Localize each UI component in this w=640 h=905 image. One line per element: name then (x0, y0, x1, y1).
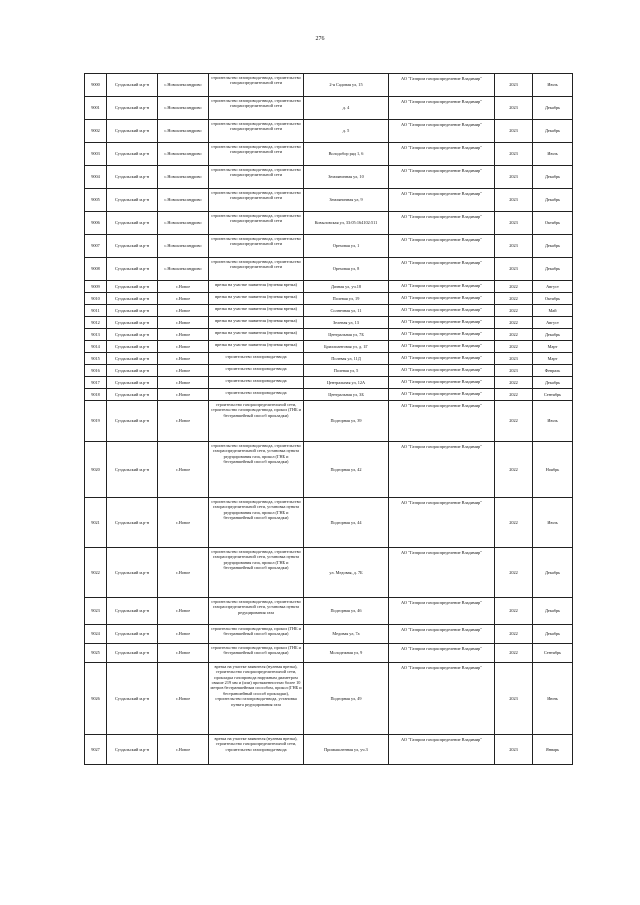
district-cell: Суздальский м.р-н (107, 317, 158, 329)
month-cell: Сентябрь (533, 389, 573, 401)
year-cell: 2023 (495, 258, 533, 281)
address-cell: Земляничная ул, 10 (304, 166, 389, 189)
organization-cell: АО "Газпром газораспределение Владимир" (389, 735, 495, 765)
district-cell: Суздальский м.р-н (107, 735, 158, 765)
row-number: 9016 (85, 365, 107, 377)
table-row (85, 625, 573, 644)
month-cell: Ноябрь (533, 442, 573, 498)
district-cell: Суздальский м.р-н (107, 329, 158, 341)
locality-cell: с.Новое (158, 317, 209, 329)
work-type-cell: строительство газопровода-ввода, строительство газораспределительной сети (209, 189, 304, 212)
address-cell: Ореховая ул, 8 (304, 258, 389, 281)
locality-cell: с.Новое (158, 498, 209, 548)
table-row (85, 74, 573, 97)
locality-cell: с.Новое (158, 281, 209, 293)
district-cell: Суздальский м.р-н (107, 442, 158, 498)
address-cell: Земляничная ул, 9 (304, 189, 389, 212)
month-cell: Декабрь (533, 377, 573, 389)
year-cell: 2022 (495, 281, 533, 293)
table-row (85, 212, 573, 235)
address-cell: д. 4 (304, 97, 389, 120)
work-type-cell: врезка на участке заявителя (нулевая врезка) (209, 341, 304, 353)
organization-cell: АО "Газпром газораспределение Владимир" (389, 189, 495, 212)
month-cell: Январь (533, 735, 573, 765)
gasification-table (84, 73, 573, 765)
table-row (85, 305, 573, 317)
row-number: 9010 (85, 293, 107, 305)
address-cell: Подгорная ул, 46 (304, 598, 389, 625)
table-row (85, 189, 573, 212)
address-cell: Ковыловская ул, 33:05:164102:511 (304, 212, 389, 235)
year-cell: 2022 (495, 329, 533, 341)
month-cell: Февраль (533, 365, 573, 377)
work-type-cell: строительство газопровода-ввода, строительство газораспределительной сети (209, 235, 304, 258)
work-type-cell: строительство газопровода-ввода, строительство газораспределительной сети (209, 74, 304, 97)
year-cell: 2022 (495, 598, 533, 625)
address-cell: Центральная ул, 12А (304, 377, 389, 389)
work-type-cell: врезка на участке заявителя (нулевая врезка) (209, 281, 304, 293)
table-row (85, 735, 573, 765)
address-cell: ул. Медовая, д. 7Б (304, 548, 389, 598)
year-cell: 2023 (495, 663, 533, 735)
year-cell: 2023 (495, 189, 533, 212)
district-cell: Суздальский м.р-н (107, 353, 158, 365)
district-cell: Суздальский м.р-н (107, 548, 158, 598)
month-cell: Декабрь (533, 166, 573, 189)
row-number: 9006 (85, 212, 107, 235)
locality-cell: с.Новоалександрово (158, 235, 209, 258)
district-cell: Суздальский м.р-н (107, 258, 158, 281)
work-type-cell: строительство газопровода-ввода, прокол (ГНБ и бестраншейный способ прокладки) (209, 644, 304, 663)
table-row (85, 365, 573, 377)
month-cell: Декабрь (533, 329, 573, 341)
organization-cell: АО "Газпром газораспределение Владимир" (389, 365, 495, 377)
organization-cell: АО "Газпром газораспределение Владимир" (389, 498, 495, 548)
district-cell: Суздальский м.р-н (107, 120, 158, 143)
row-number: 9018 (85, 389, 107, 401)
year-cell: 2023 (495, 74, 533, 97)
district-cell: Суздальский м.р-н (107, 235, 158, 258)
work-type-cell: врезка на участке заявителя (нулевая врезка) (209, 329, 304, 341)
address-cell: Полевая ул, 11Д (304, 353, 389, 365)
table-row (85, 598, 573, 625)
district-cell: Суздальский м.р-н (107, 644, 158, 663)
district-cell: Суздальский м.р-н (107, 625, 158, 644)
locality-cell: с.Новоалександрово (158, 143, 209, 166)
month-cell: Октябрь (533, 212, 573, 235)
row-number: 9001 (85, 97, 107, 120)
page-number: 276 (315, 36, 325, 42)
work-type-cell: строительство газопровода-ввода, строительство газораспределительной сети (209, 97, 304, 120)
row-number: 9019 (85, 401, 107, 442)
locality-cell: с.Новое (158, 625, 209, 644)
table-row (85, 258, 573, 281)
row-number: 9015 (85, 353, 107, 365)
work-type-cell: строительство газопровода-ввода, строительство газораспределительной сети (209, 212, 304, 235)
month-cell: Март (533, 341, 573, 353)
table-body (85, 74, 573, 765)
address-cell: Центральная ул, 7Б (304, 329, 389, 341)
address-cell: Полевая ул, 19 (304, 293, 389, 305)
month-cell: Июль (533, 74, 573, 97)
month-cell: Март (533, 353, 573, 365)
locality-cell: с.Новое (158, 353, 209, 365)
address-cell: Солнечная ул, 11 (304, 305, 389, 317)
locality-cell: с.Новое (158, 341, 209, 353)
table-row (85, 120, 573, 143)
organization-cell: АО "Газпром газораспределение Владимир" (389, 212, 495, 235)
locality-cell: с.Новоалександрово (158, 258, 209, 281)
locality-cell: с.Новоалександрово (158, 120, 209, 143)
organization-cell: АО "Газпром газораспределение Владимир" (389, 120, 495, 143)
district-cell: Суздальский м.р-н (107, 341, 158, 353)
table-row (85, 281, 573, 293)
organization-cell: АО "Газпром газораспределение Владимир" (389, 305, 495, 317)
table-row (85, 329, 573, 341)
year-cell: 2022 (495, 389, 533, 401)
table-row (85, 341, 573, 353)
work-type-cell: строительство газопровода-ввода, строительство газораспределительной сети (209, 120, 304, 143)
district-cell: Суздальский м.р-н (107, 598, 158, 625)
month-cell: Декабрь (533, 235, 573, 258)
row-number: 9012 (85, 317, 107, 329)
table-row (85, 293, 573, 305)
work-type-cell: строительство газопровода-ввода (209, 365, 304, 377)
year-cell: 2022 (495, 401, 533, 442)
row-number: 9023 (85, 598, 107, 625)
district-cell: Суздальский м.р-н (107, 365, 158, 377)
table-row (85, 97, 573, 120)
organization-cell: АО "Газпром газораспределение Владимир" (389, 281, 495, 293)
row-number: 9000 (85, 74, 107, 97)
year-cell: 2023 (495, 212, 533, 235)
year-cell: 2022 (495, 305, 533, 317)
row-number: 9014 (85, 341, 107, 353)
address-cell: Володобор ряд 1, 6 (304, 143, 389, 166)
locality-cell: с.Новоалександрово (158, 74, 209, 97)
row-number: 9027 (85, 735, 107, 765)
work-type-cell: строительство газопровода-ввода (209, 377, 304, 389)
organization-cell: АО "Газпром газораспределение Владимир" (389, 644, 495, 663)
district-cell: Суздальский м.р-н (107, 663, 158, 735)
table-row (85, 389, 573, 401)
district-cell: Суздальский м.р-н (107, 166, 158, 189)
year-cell: 2022 (495, 548, 533, 598)
locality-cell: с.Новоалександрово (158, 166, 209, 189)
row-number: 9004 (85, 166, 107, 189)
row-number: 9022 (85, 548, 107, 598)
year-cell: 2022 (495, 317, 533, 329)
month-cell: Сентябрь (533, 644, 573, 663)
organization-cell: АО "Газпром газораспределение Владимир" (389, 625, 495, 644)
row-number: 9024 (85, 625, 107, 644)
organization-cell: АО "Газпром газораспределение Владимир" (389, 401, 495, 442)
locality-cell: с.Новое (158, 663, 209, 735)
work-type-cell: строительство газораспределительной сети, строительство газопровода-ввода, прокол (ГНБ и бестраншейный способ прокладки) (209, 401, 304, 442)
address-cell: д. 5 (304, 120, 389, 143)
work-type-cell: строительство газопровода-ввода, строительство газораспределительной сети, установка пункта редуцирования газа (209, 598, 304, 625)
district-cell: Суздальский м.р-н (107, 377, 158, 389)
organization-cell: АО "Газпром газораспределение Владимир" (389, 317, 495, 329)
locality-cell: с.Новоалександрово (158, 97, 209, 120)
organization-cell: АО "Газпром газораспределение Владимир" (389, 663, 495, 735)
locality-cell: с.Новое (158, 598, 209, 625)
month-cell: Май (533, 305, 573, 317)
row-number: 9005 (85, 189, 107, 212)
year-cell: 2022 (495, 442, 533, 498)
organization-cell: АО "Газпром газораспределение Владимир" (389, 293, 495, 305)
month-cell: Июнь (533, 663, 573, 735)
table-row (85, 377, 573, 389)
address-cell: Медовая ул, 7а (304, 625, 389, 644)
work-type-cell: строительство газопровода-ввода, строительство газораспределительной сети (209, 258, 304, 281)
address-cell: Бриллиантовая ул, д. 1Г (304, 341, 389, 353)
locality-cell: с.Новое (158, 305, 209, 317)
month-cell: Декабрь (533, 625, 573, 644)
organization-cell: АО "Газпром газораспределение Владимир" (389, 377, 495, 389)
month-cell: Декабрь (533, 548, 573, 598)
address-cell: Зеленая ул, 13 (304, 317, 389, 329)
locality-cell: с.Новое (158, 401, 209, 442)
address-cell: Подгорная ул, 44 (304, 498, 389, 548)
year-cell: 2023 (495, 235, 533, 258)
address-cell: Дачная ул, уч.18 (304, 281, 389, 293)
row-number: 9013 (85, 329, 107, 341)
row-number: 9008 (85, 258, 107, 281)
work-type-cell: строительство газопровода-ввода, строительство газораспределительной сети (209, 166, 304, 189)
organization-cell: АО "Газпром газораспределение Владимир" (389, 442, 495, 498)
month-cell: Август (533, 281, 573, 293)
year-cell: 2023 (495, 120, 533, 143)
organization-cell: АО "Газпром газораспределение Владимир" (389, 166, 495, 189)
row-number: 9011 (85, 305, 107, 317)
district-cell: Суздальский м.р-н (107, 189, 158, 212)
month-cell: Июль (533, 143, 573, 166)
year-cell: 2022 (495, 341, 533, 353)
year-cell: 2022 (495, 625, 533, 644)
row-number: 9026 (85, 663, 107, 735)
year-cell: 2022 (495, 293, 533, 305)
row-number: 9007 (85, 235, 107, 258)
year-cell: 2023 (495, 143, 533, 166)
month-cell: Декабрь (533, 598, 573, 625)
year-cell: 2023 (495, 365, 533, 377)
row-number: 9021 (85, 498, 107, 548)
district-cell: Суздальский м.р-н (107, 212, 158, 235)
locality-cell: с.Новое (158, 377, 209, 389)
year-cell: 2023 (495, 166, 533, 189)
locality-cell: с.Новоалександрово (158, 189, 209, 212)
month-cell: Декабрь (533, 120, 573, 143)
locality-cell: с.Новое (158, 365, 209, 377)
address-cell: Ореховая ул, 1 (304, 235, 389, 258)
month-cell: Декабрь (533, 258, 573, 281)
district-cell: Суздальский м.р-н (107, 74, 158, 97)
organization-cell: АО "Газпром газораспределение Владимир" (389, 329, 495, 341)
table-row (85, 663, 573, 735)
organization-cell: АО "Газпром газораспределение Владимир" (389, 598, 495, 625)
district-cell: Суздальский м.р-н (107, 293, 158, 305)
locality-cell: с.Новое (158, 329, 209, 341)
month-cell: Август (533, 317, 573, 329)
address-cell: Подгорная ул, 42 (304, 442, 389, 498)
month-cell: Октябрь (533, 293, 573, 305)
organization-cell: АО "Газпром газораспределение Владимир" (389, 389, 495, 401)
locality-cell: с.Новое (158, 389, 209, 401)
work-type-cell: врезка на участке заявителя (нулевая врезка) (209, 317, 304, 329)
month-cell: Декабрь (533, 189, 573, 212)
row-number: 9025 (85, 644, 107, 663)
table-row (85, 143, 573, 166)
table-row (85, 353, 573, 365)
table-row (85, 166, 573, 189)
year-cell: 2022 (495, 644, 533, 663)
address-cell: Промышленная ул, уч.3 (304, 735, 389, 765)
locality-cell: с.Новоалександрово (158, 212, 209, 235)
district-cell: Суздальский м.р-н (107, 498, 158, 548)
year-cell: 2023 (495, 735, 533, 765)
work-type-cell: строительство газопровода-ввода, строительство газораспределительной сети, установка пункта редуцирования газа, прокол (ГНБ и бестраншейный способ прокладки) (209, 548, 304, 598)
address-cell: Центральная ул, 3Б (304, 389, 389, 401)
address-cell: Подгорная ул, 49 (304, 663, 389, 735)
address-cell: Молодежная ул, 9 (304, 644, 389, 663)
work-type-cell: врезка на участке заявителя (нулевая врезка) (209, 305, 304, 317)
organization-cell: АО "Газпром газораспределение Владимир" (389, 258, 495, 281)
organization-cell: АО "Газпром газораспределение Владимир" (389, 74, 495, 97)
work-type-cell: строительство газопровода-ввода, строительство газораспределительной сети, установка пункта редуцирования газа, прокол (ГНБ и бестраншейный способ прокладки) (209, 498, 304, 548)
organization-cell: АО "Газпром газораспределение Владимир" (389, 97, 495, 120)
locality-cell: с.Новое (158, 644, 209, 663)
address-cell: Подгорная ул, 39 (304, 401, 389, 442)
organization-cell: АО "Газпром газораспределение Владимир" (389, 548, 495, 598)
work-type-cell: врезка на участке заявителя (нулевая врезка), строительство газораспределительной сети, прокладка газопровода наружным диаметром свыше 219 мм и (или) протяженностью более 10 метров бестраншейным способом, прокол (ГНБ и бестраншейный способ прокладки), строительство газопровода-ввода, установка пункта редуцирования газа (209, 663, 304, 735)
work-type-cell: строительство газопровода-ввода, строительство газораспределительной сети, установка пункта редуцирования газа, прокол (ГНБ и бестраншейный способ прокладки) (209, 442, 304, 498)
district-cell: Суздальский м.р-н (107, 389, 158, 401)
address-cell: 2-я Садовая ул, 15 (304, 74, 389, 97)
work-type-cell: строительство газопровода-ввода (209, 389, 304, 401)
locality-cell: с.Новое (158, 293, 209, 305)
work-type-cell: строительство газопровода-ввода (209, 353, 304, 365)
month-cell: Июль (533, 401, 573, 442)
row-number: 9003 (85, 143, 107, 166)
row-number: 9020 (85, 442, 107, 498)
table-row (85, 498, 573, 548)
year-cell: 2023 (495, 353, 533, 365)
district-cell: Суздальский м.р-н (107, 401, 158, 442)
work-type-cell: врезка на участке заявителя (нулевая врезка) (209, 293, 304, 305)
address-cell: Полевая ул, 5 (304, 365, 389, 377)
table-row (85, 317, 573, 329)
locality-cell: с.Новое (158, 548, 209, 598)
organization-cell: АО "Газпром газораспределение Владимир" (389, 341, 495, 353)
district-cell: Суздальский м.р-н (107, 143, 158, 166)
table-row (85, 442, 573, 498)
row-number: 9009 (85, 281, 107, 293)
organization-cell: АО "Газпром газораспределение Владимир" (389, 353, 495, 365)
work-type-cell: строительство газопровода-ввода, строительство газораспределительной сети (209, 143, 304, 166)
locality-cell: с.Новое (158, 735, 209, 765)
work-type-cell: строительство газопровода-ввода, прокол (ГНБ и бестраншейный способ прокладки) (209, 625, 304, 644)
district-cell: Суздальский м.р-н (107, 305, 158, 317)
table-row (85, 644, 573, 663)
row-number: 9017 (85, 377, 107, 389)
month-cell: Декабрь (533, 97, 573, 120)
table-row (85, 235, 573, 258)
month-cell: Июль (533, 498, 573, 548)
district-cell: Суздальский м.р-н (107, 281, 158, 293)
work-type-cell: врезка на участке заявителя (нулевая врезка), строительство газораспределительной сети, строительство газопровода-ввода (209, 735, 304, 765)
organization-cell: АО "Газпром газораспределение Владимир" (389, 235, 495, 258)
year-cell: 2022 (495, 498, 533, 548)
district-cell: Суздальский м.р-н (107, 97, 158, 120)
year-cell: 2022 (495, 377, 533, 389)
row-number: 9002 (85, 120, 107, 143)
organization-cell: АО "Газпром газораспределение Владимир" (389, 143, 495, 166)
year-cell: 2023 (495, 97, 533, 120)
locality-cell: с.Новое (158, 442, 209, 498)
table-row (85, 401, 573, 442)
table-row (85, 548, 573, 598)
